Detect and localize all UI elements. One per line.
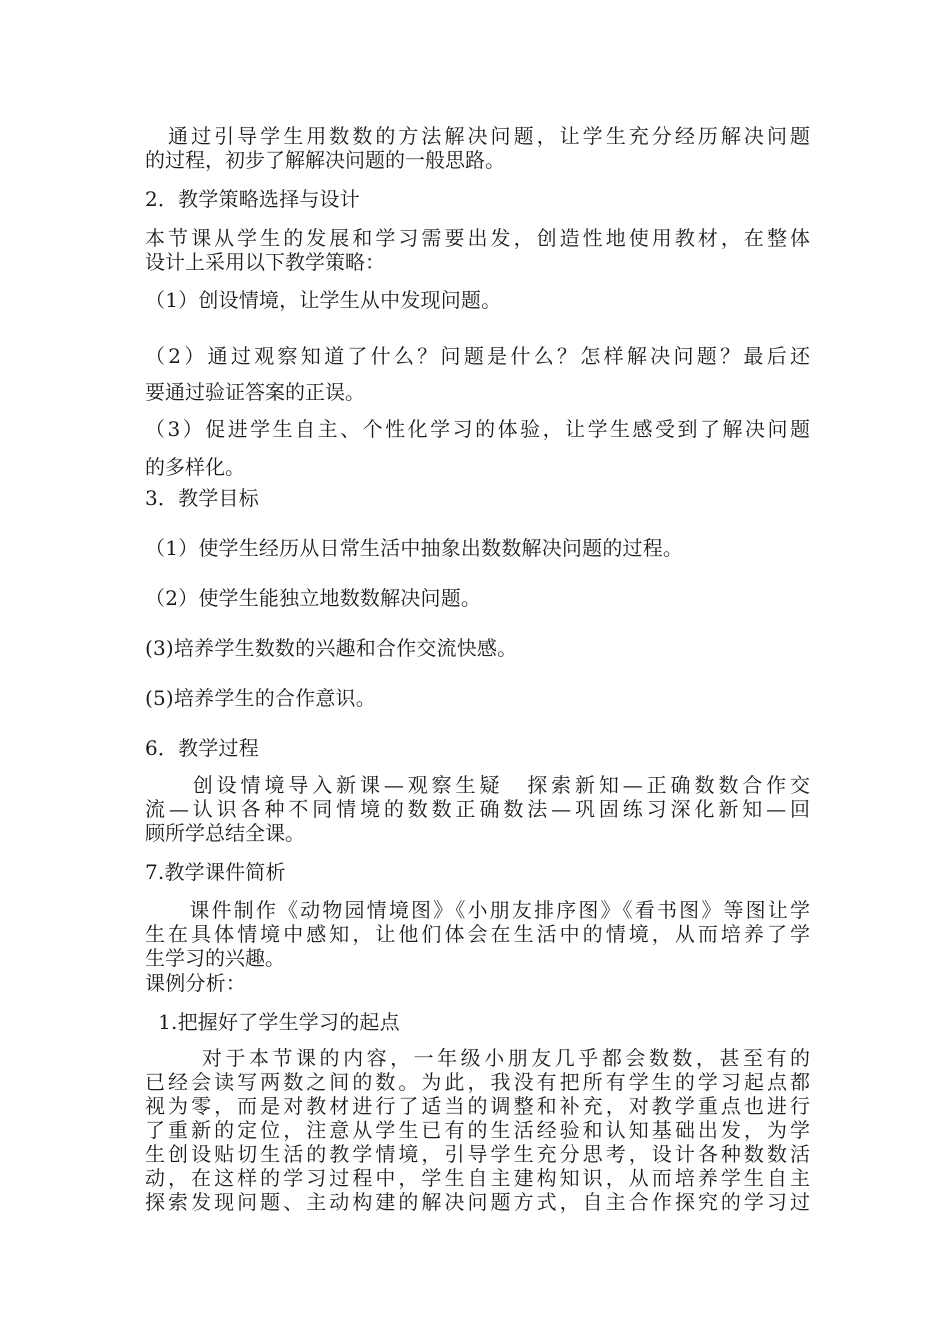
strategy-item-1: （1）创设情境，让学生从中发现问题。 xyxy=(145,288,502,312)
section6-heading: 6．教学过程 xyxy=(145,736,259,760)
section3-heading: 3．教学目标 xyxy=(145,486,259,510)
section2-body-line: 设计上采用以下教学策略： xyxy=(145,250,385,274)
analysis-line: 动，在这样的学习过程中，学生自主建构知识，从而培养学生自主 xyxy=(145,1166,810,1190)
goal-item-2: （2）使学生能独立地数数解决问题。 xyxy=(145,586,482,610)
analysis-line: 视为零，而是对教材进行了适当的调整和补充，对教学重点也进行 xyxy=(145,1094,810,1118)
strategy-item-3-line: （3）促进学生自主、个性化学习的体验，让学生感受到了解决问题 xyxy=(145,417,810,441)
strategy-item-3-line: 的多样化。 xyxy=(145,455,245,479)
section7-heading: 7.教学课件简析 xyxy=(145,860,286,884)
section2-heading: 2．教学策略选择与设计 xyxy=(145,187,360,211)
goal-item-5: (5)培养学生的合作意识。 xyxy=(145,686,376,710)
strategy-item-2 xyxy=(145,338,810,410)
section7-line: 课件制作《动物园情境图》《小朋友排序图》《看书图》等图让学 xyxy=(145,898,810,922)
strategy-item-3 xyxy=(145,410,810,486)
analysis-line: 探索发现问题、主动构建的解决问题方式，自主合作探究的学习过 xyxy=(145,1190,810,1214)
goal-item-3: (3)培养学生数数的兴趣和合作交流快感。 xyxy=(145,636,518,660)
intro-line: 通过引导学生用数数的方法解决问题，让学生充分经历解决问题 xyxy=(145,124,810,148)
analysis-line: 生创设贴切生活的教学情境，引导学生充分思考，设计各种数数活 xyxy=(145,1142,810,1166)
strategy-item-2-line: （2）通过观察知道了什么？问题是什么？怎样解决问题？最后还 xyxy=(145,344,810,368)
analysis-line: 已经会读写两数之间的数。为此，我没有把所有学生的学习起点都 xyxy=(145,1070,810,1094)
section6-body xyxy=(145,773,810,845)
goal-item-1: （1）使学生经历从日常生活中抽象出数数解决问题的过程。 xyxy=(145,536,684,560)
section6-line: 流—认识各种不同情境的数数正确数法—巩固练习深化新知—回 xyxy=(145,797,810,821)
section7-body xyxy=(145,898,810,970)
analysis-line: 对于本节课的内容，一年级小朋友几乎都会数数，甚至有的 xyxy=(145,1046,810,1070)
section7-line: 生在具体情境中感知，让他们体会在生活中的情境，从而培养了学 xyxy=(145,922,810,946)
intro-paragraph xyxy=(145,124,810,172)
section7-line: 生学习的兴趣。 xyxy=(145,946,285,970)
analysis-line: 了重新的定位，注意从学生已有的生活经验和认知基础出发，为学 xyxy=(145,1118,810,1142)
section6-line: 顾所学总结全课。 xyxy=(145,821,305,845)
analysis-sub1-body xyxy=(145,1046,810,1214)
intro-line: 的过程，初步了解解决问题的一般思路。 xyxy=(145,148,505,172)
section2-body xyxy=(145,226,810,274)
section6-line: 创设情境导入新课—观察生疑 探索新知—正确数数合作交 xyxy=(145,773,810,797)
analysis-sub1-heading: 1.把握好了学生学习的起点 xyxy=(145,1010,400,1034)
analysis-heading: 课例分析： xyxy=(145,971,246,995)
strategy-item-2-line: 要通过验证答案的正误。 xyxy=(145,380,365,404)
section2-body-line: 本节课从学生的发展和学习需要出发，创造性地使用教材，在整体 xyxy=(145,226,810,250)
